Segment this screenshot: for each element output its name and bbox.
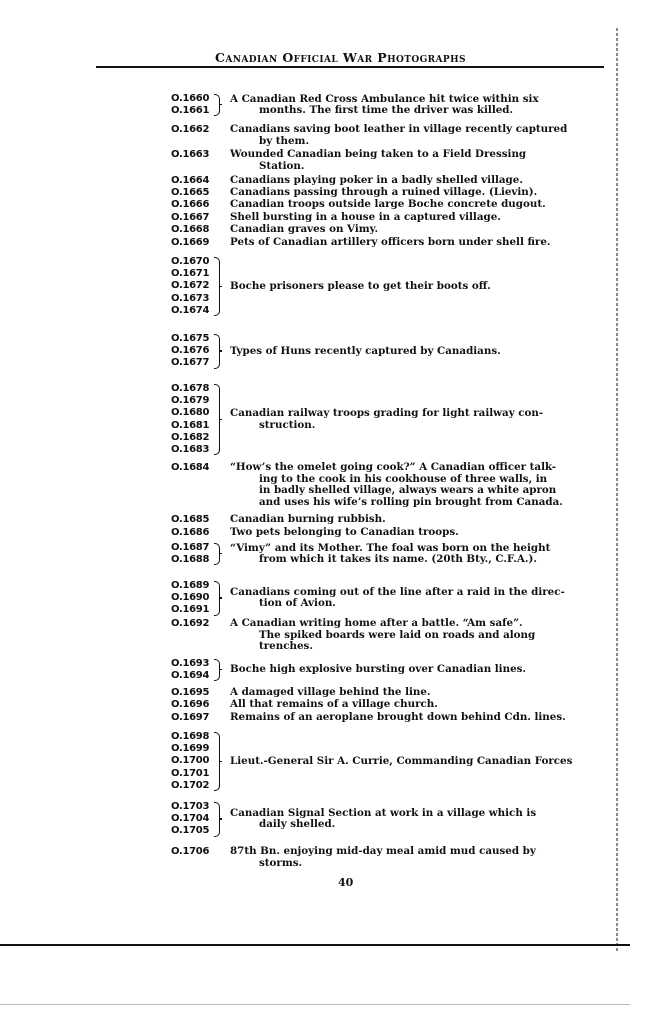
caption bbox=[230, 756, 604, 768]
photo-numbers bbox=[171, 527, 215, 539]
caption bbox=[230, 199, 604, 211]
photo-number: O.1694 bbox=[171, 670, 210, 682]
photo-number: O.1677 bbox=[171, 357, 210, 369]
photo-number: O.1705 bbox=[171, 825, 210, 837]
caption-line: Lieut.-General Sir A. Currie, Commanding Canadian Forces bbox=[230, 754, 573, 767]
photo-numbers bbox=[171, 256, 215, 317]
photo-number: O.1687 bbox=[171, 542, 210, 553]
photo-numbers bbox=[171, 687, 215, 699]
photo-numbers bbox=[171, 93, 215, 117]
caption-line: “How’s the omelet going cook?” A Canadian officer talk- bbox=[230, 461, 557, 473]
photo-number: O.1670 bbox=[171, 256, 210, 267]
caption bbox=[230, 846, 604, 869]
caption bbox=[230, 664, 604, 676]
caption bbox=[230, 224, 604, 236]
photo-number: O.1678 bbox=[171, 383, 210, 394]
photo-number: O.1691 bbox=[171, 604, 210, 616]
caption bbox=[230, 808, 604, 831]
photo-number: O.1699 bbox=[171, 743, 210, 755]
caption-line: Canadians coming out of the line after a raid in the direc- bbox=[230, 585, 565, 598]
caption bbox=[230, 175, 604, 187]
photo-number: O.1676 bbox=[171, 345, 210, 357]
photo-numbers bbox=[171, 212, 215, 224]
photo-number: O.1672 bbox=[171, 280, 210, 292]
brace-tick bbox=[219, 419, 222, 420]
photo-numbers bbox=[171, 187, 215, 199]
photo-numbers bbox=[171, 462, 215, 474]
caption-line: Remains of an aeroplane brought down behind Cdn. lines. bbox=[230, 711, 566, 723]
caption-line: ing to the cook in his cookhouse of three walls, in bbox=[259, 472, 548, 485]
photo-number: O.1667 bbox=[171, 212, 210, 223]
photo-number: O.1661 bbox=[171, 105, 210, 117]
caption-line: Two pets belonging to Canadian troops. bbox=[230, 526, 459, 538]
photo-number: O.1695 bbox=[171, 687, 210, 698]
photo-number: O.1688 bbox=[171, 554, 210, 566]
photo-numbers bbox=[171, 333, 215, 370]
photo-number: O.1693 bbox=[171, 658, 210, 669]
photo-numbers bbox=[171, 801, 215, 838]
caption-line: 87th Bn. enjoying mid-day meal amid mud caused by bbox=[230, 845, 536, 857]
photo-number: O.1686 bbox=[171, 527, 210, 538]
page-edge bbox=[616, 28, 618, 953]
bottom-rule-faint bbox=[0, 1004, 630, 1005]
brace-tick bbox=[219, 350, 222, 351]
photo-number: O.1683 bbox=[171, 443, 210, 455]
caption-line: Canadians playing poker in a badly shelled village. bbox=[230, 174, 523, 186]
caption-line: A Canadian writing home after a battle. “Am safe”. bbox=[230, 617, 523, 629]
photo-number: O.1671 bbox=[171, 268, 210, 280]
caption bbox=[230, 212, 604, 224]
photo-numbers bbox=[171, 175, 215, 187]
photo-number: O.1662 bbox=[171, 124, 210, 135]
caption bbox=[230, 527, 604, 539]
caption-line: in badly shelled village, always wears a white apron bbox=[259, 484, 557, 497]
caption-line: “Vimy” and its Mother. The foal was born on the height bbox=[230, 541, 551, 554]
caption-line: and uses his wife’s rolling pin brought from Canada. bbox=[259, 495, 563, 508]
caption-line: by them. bbox=[259, 134, 310, 147]
caption-line: Canadian troops outside large Boche concrete dugout. bbox=[230, 198, 546, 210]
photo-number: O.1663 bbox=[171, 149, 210, 160]
photo-numbers bbox=[171, 618, 215, 630]
caption-line: Canadians saving boot leather in village recently captured bbox=[230, 123, 568, 135]
brace-tick bbox=[219, 553, 222, 554]
caption-line: storms. bbox=[259, 856, 303, 869]
caption-line: Canadian Signal Section at work in a village which is bbox=[230, 806, 537, 819]
caption-line: daily shelled. bbox=[259, 818, 336, 831]
photo-numbers bbox=[171, 731, 215, 792]
caption-line: A damaged village behind the line. bbox=[230, 686, 431, 698]
photo-number: O.1680 bbox=[171, 407, 210, 419]
photo-number: O.1660 bbox=[171, 93, 210, 104]
page-header: Canadian Official War Photographs bbox=[215, 50, 466, 65]
photo-number: O.1700 bbox=[171, 755, 210, 767]
brace-tick bbox=[219, 104, 222, 105]
photo-number: O.1696 bbox=[171, 699, 210, 710]
caption-line: Types of Huns recently captured by Canadians. bbox=[230, 344, 501, 357]
photo-number: O.1702 bbox=[171, 779, 210, 791]
caption-line: Station. bbox=[259, 159, 305, 172]
photo-numbers bbox=[171, 124, 215, 136]
caption bbox=[230, 587, 604, 610]
caption-line: A Canadian Red Cross Ambulance hit twice within six bbox=[230, 92, 539, 105]
caption-line: trenches. bbox=[259, 640, 313, 653]
caption bbox=[230, 94, 604, 117]
photo-numbers bbox=[171, 149, 215, 161]
photo-number: O.1679 bbox=[171, 395, 210, 407]
caption bbox=[230, 618, 604, 653]
caption-line: Boche high explosive bursting over Canadian lines. bbox=[230, 663, 527, 676]
photo-number: O.1701 bbox=[171, 767, 210, 779]
brace-tick bbox=[219, 286, 222, 287]
photo-numbers bbox=[171, 224, 215, 236]
photo-numbers bbox=[171, 846, 215, 858]
photo-number: O.1669 bbox=[171, 237, 210, 248]
caption bbox=[230, 543, 604, 566]
photo-number: O.1675 bbox=[171, 333, 210, 344]
caption bbox=[230, 346, 604, 358]
photo-number: O.1685 bbox=[171, 514, 210, 525]
photo-numbers bbox=[171, 237, 215, 249]
photo-number: O.1692 bbox=[171, 618, 210, 629]
photo-number: O.1674 bbox=[171, 304, 210, 316]
caption-line: All that remains of a village church. bbox=[230, 698, 438, 710]
photo-numbers bbox=[171, 580, 215, 617]
photo-number: O.1684 bbox=[171, 462, 210, 473]
photo-number: O.1704 bbox=[171, 813, 210, 825]
photo-number: O.1690 bbox=[171, 592, 210, 604]
caption-line: tion of Avion. bbox=[259, 597, 336, 610]
photo-number: O.1668 bbox=[171, 224, 210, 235]
caption bbox=[230, 687, 604, 699]
caption-line: Canadian graves on Vimy. bbox=[230, 223, 379, 235]
photo-numbers bbox=[171, 699, 215, 711]
caption bbox=[230, 699, 604, 711]
caption bbox=[230, 712, 604, 724]
photo-number: O.1681 bbox=[171, 419, 210, 431]
caption bbox=[230, 514, 604, 526]
bottom-rule bbox=[0, 944, 630, 946]
caption-line: Shell bursting in a house in a captured village. bbox=[230, 211, 501, 223]
photo-number: O.1706 bbox=[171, 846, 210, 857]
brace-tick bbox=[219, 761, 222, 762]
photo-number: O.1682 bbox=[171, 431, 210, 443]
photo-numbers bbox=[171, 712, 215, 724]
photo-number: O.1703 bbox=[171, 801, 210, 812]
photo-number: O.1698 bbox=[171, 731, 210, 742]
caption-line: struction. bbox=[259, 418, 316, 431]
caption-line: Wounded Canadian being taken to a Field Dressing bbox=[230, 148, 527, 160]
brace-tick bbox=[219, 597, 222, 598]
caption bbox=[230, 462, 604, 508]
caption-line: Canadian burning rubbish. bbox=[230, 513, 386, 525]
header-rule bbox=[96, 66, 604, 68]
caption bbox=[230, 149, 604, 172]
page-number: 40 bbox=[338, 876, 354, 889]
caption bbox=[230, 237, 604, 249]
photo-number: O.1673 bbox=[171, 292, 210, 304]
caption-line: Canadians passing through a ruined village. (Lievin). bbox=[230, 186, 538, 198]
caption-line: from which it takes its name. (20th Bty., C.F.A.). bbox=[259, 553, 537, 566]
photo-number: O.1665 bbox=[171, 187, 210, 198]
caption-line: The spiked boards were laid on roads and along bbox=[259, 628, 536, 641]
caption bbox=[230, 281, 604, 293]
photo-number: O.1697 bbox=[171, 712, 210, 723]
caption-line: Pets of Canadian artillery officers born under shell fire. bbox=[230, 236, 551, 248]
photo-number: O.1664 bbox=[171, 175, 210, 186]
photo-number: O.1666 bbox=[171, 199, 210, 210]
brace-tick bbox=[219, 818, 222, 819]
photo-number: O.1689 bbox=[171, 580, 210, 591]
brace-tick bbox=[219, 669, 222, 670]
photo-numbers bbox=[171, 514, 215, 526]
photo-numbers bbox=[171, 383, 215, 456]
photo-numbers bbox=[171, 658, 215, 682]
caption bbox=[230, 408, 604, 431]
photo-numbers bbox=[171, 542, 215, 566]
caption-line: months. The first time the driver was killed. bbox=[259, 104, 514, 117]
caption bbox=[230, 124, 604, 147]
caption-line: Boche prisoners please to get their boots off. bbox=[230, 279, 491, 292]
caption-line: Canadian railway troops grading for light railway con- bbox=[230, 407, 544, 419]
caption bbox=[230, 187, 604, 199]
photo-numbers bbox=[171, 199, 215, 211]
